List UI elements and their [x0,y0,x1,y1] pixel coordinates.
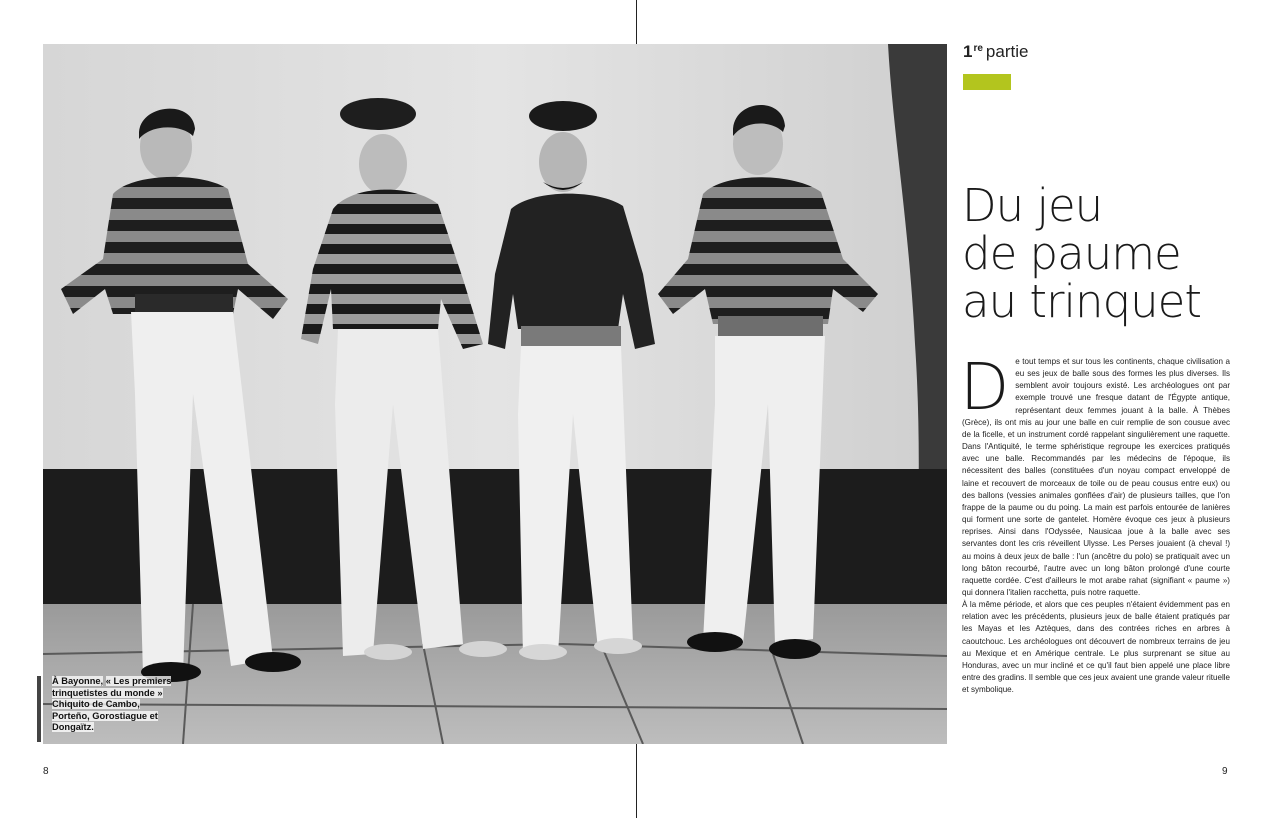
paragraph-2: À la même période, et alors que ces peuples n'étaient évidemment pas en relation avec les précédents, plusieurs jeux de balle étaient pratiqués par les Mayas et les Aztèques, dans des contrées riches en arbres à caoutchouc. Les archéologues ont découvert de nombreux terrains de jeu au Mexique et en Amérique centrale. Le plus surprenant se situe au Honduras, avec un mur incliné et ce qu'il faut bien appelé une place libre entre des gradins. Il semble que ces jeux avaient une grande valeur rituelle et symbolique. [962,600,1230,695]
caption-place: À Bayonne, [52,676,104,686]
historic-photo-four-pelota-players-icon [43,44,947,744]
title-line-2: de paume [962,227,1181,280]
article-title [962,179,1262,328]
article-body [960,351,1230,696]
caption-text: « Les premiers trinquetistes du monde » Chiquito de Cambo, Porteño, Gorostiague et Dongaïtz. [52,676,172,732]
dropcap: D [960,351,1010,425]
page-number-right: 9 [1222,766,1228,777]
title-line-3: au trinquet [962,275,1201,328]
paragraph-1-text: e tout temps et sur tous les continents, chaque civilisation a eu ses jeux de balle sous des formes les plus diverses. Ils semblent avoir toujours existé. Les archéologues ont par exemple trouvé une fresque datant de l'Égypte antique, représentant deux femmes jouant à la balle. À Thèbes (Grèce), ils ont mis au jour une balle en cuir remplie de son cousue avec de la ficelle, et un instrument cordé rappelant singulièrement une raquette. Dans l'Antiquité, le terme sphéristique regroupe les exercices pratiqués avec une balle. Recommandés par les médecins de l'époque, ils nécessitent des balles (constituées d'un noyau compact enveloppé de laine et recouvert de morceaux de toile ou de peau cousus entre eux) ou des ballons (vessies animales gonflées d'air) de plusieurs tailles, que l'on frappe de la paume ou du poing. La main est parfois entourée de lanières qui forment une sorte de gantelet. Homère évoque ces jeux à plusieurs reprises. Ainsi dans l'Odyssée, Nausicaa joue à la balle avec ses servantes dont les cris réveillent Ulysse. Les Perses jouaient (à cheval !) au moins à deux jeux de balle : l'un (ancêtre du polo) se pratiquait avec un long bâton recourbé, l'autre avec un long bâton prolongé d'une courte raquette cordée. C'est d'ailleurs le mot arabe rahat (signifiant « paume ») qui donnera l'italien racchetta, puis notre raquette. [962,357,1230,597]
historic-photo [43,44,947,744]
part-suffix: re [973,43,983,54]
part-number: 1 [963,42,973,61]
photo-caption [37,676,177,742]
part-word: partie [985,42,1029,61]
title-line-1: Du jeu [962,179,1103,232]
page-number-left: 8 [43,766,49,777]
section-accent-bar [963,74,1011,90]
paragraph-1 [960,351,1230,599]
section-label [963,42,1028,62]
